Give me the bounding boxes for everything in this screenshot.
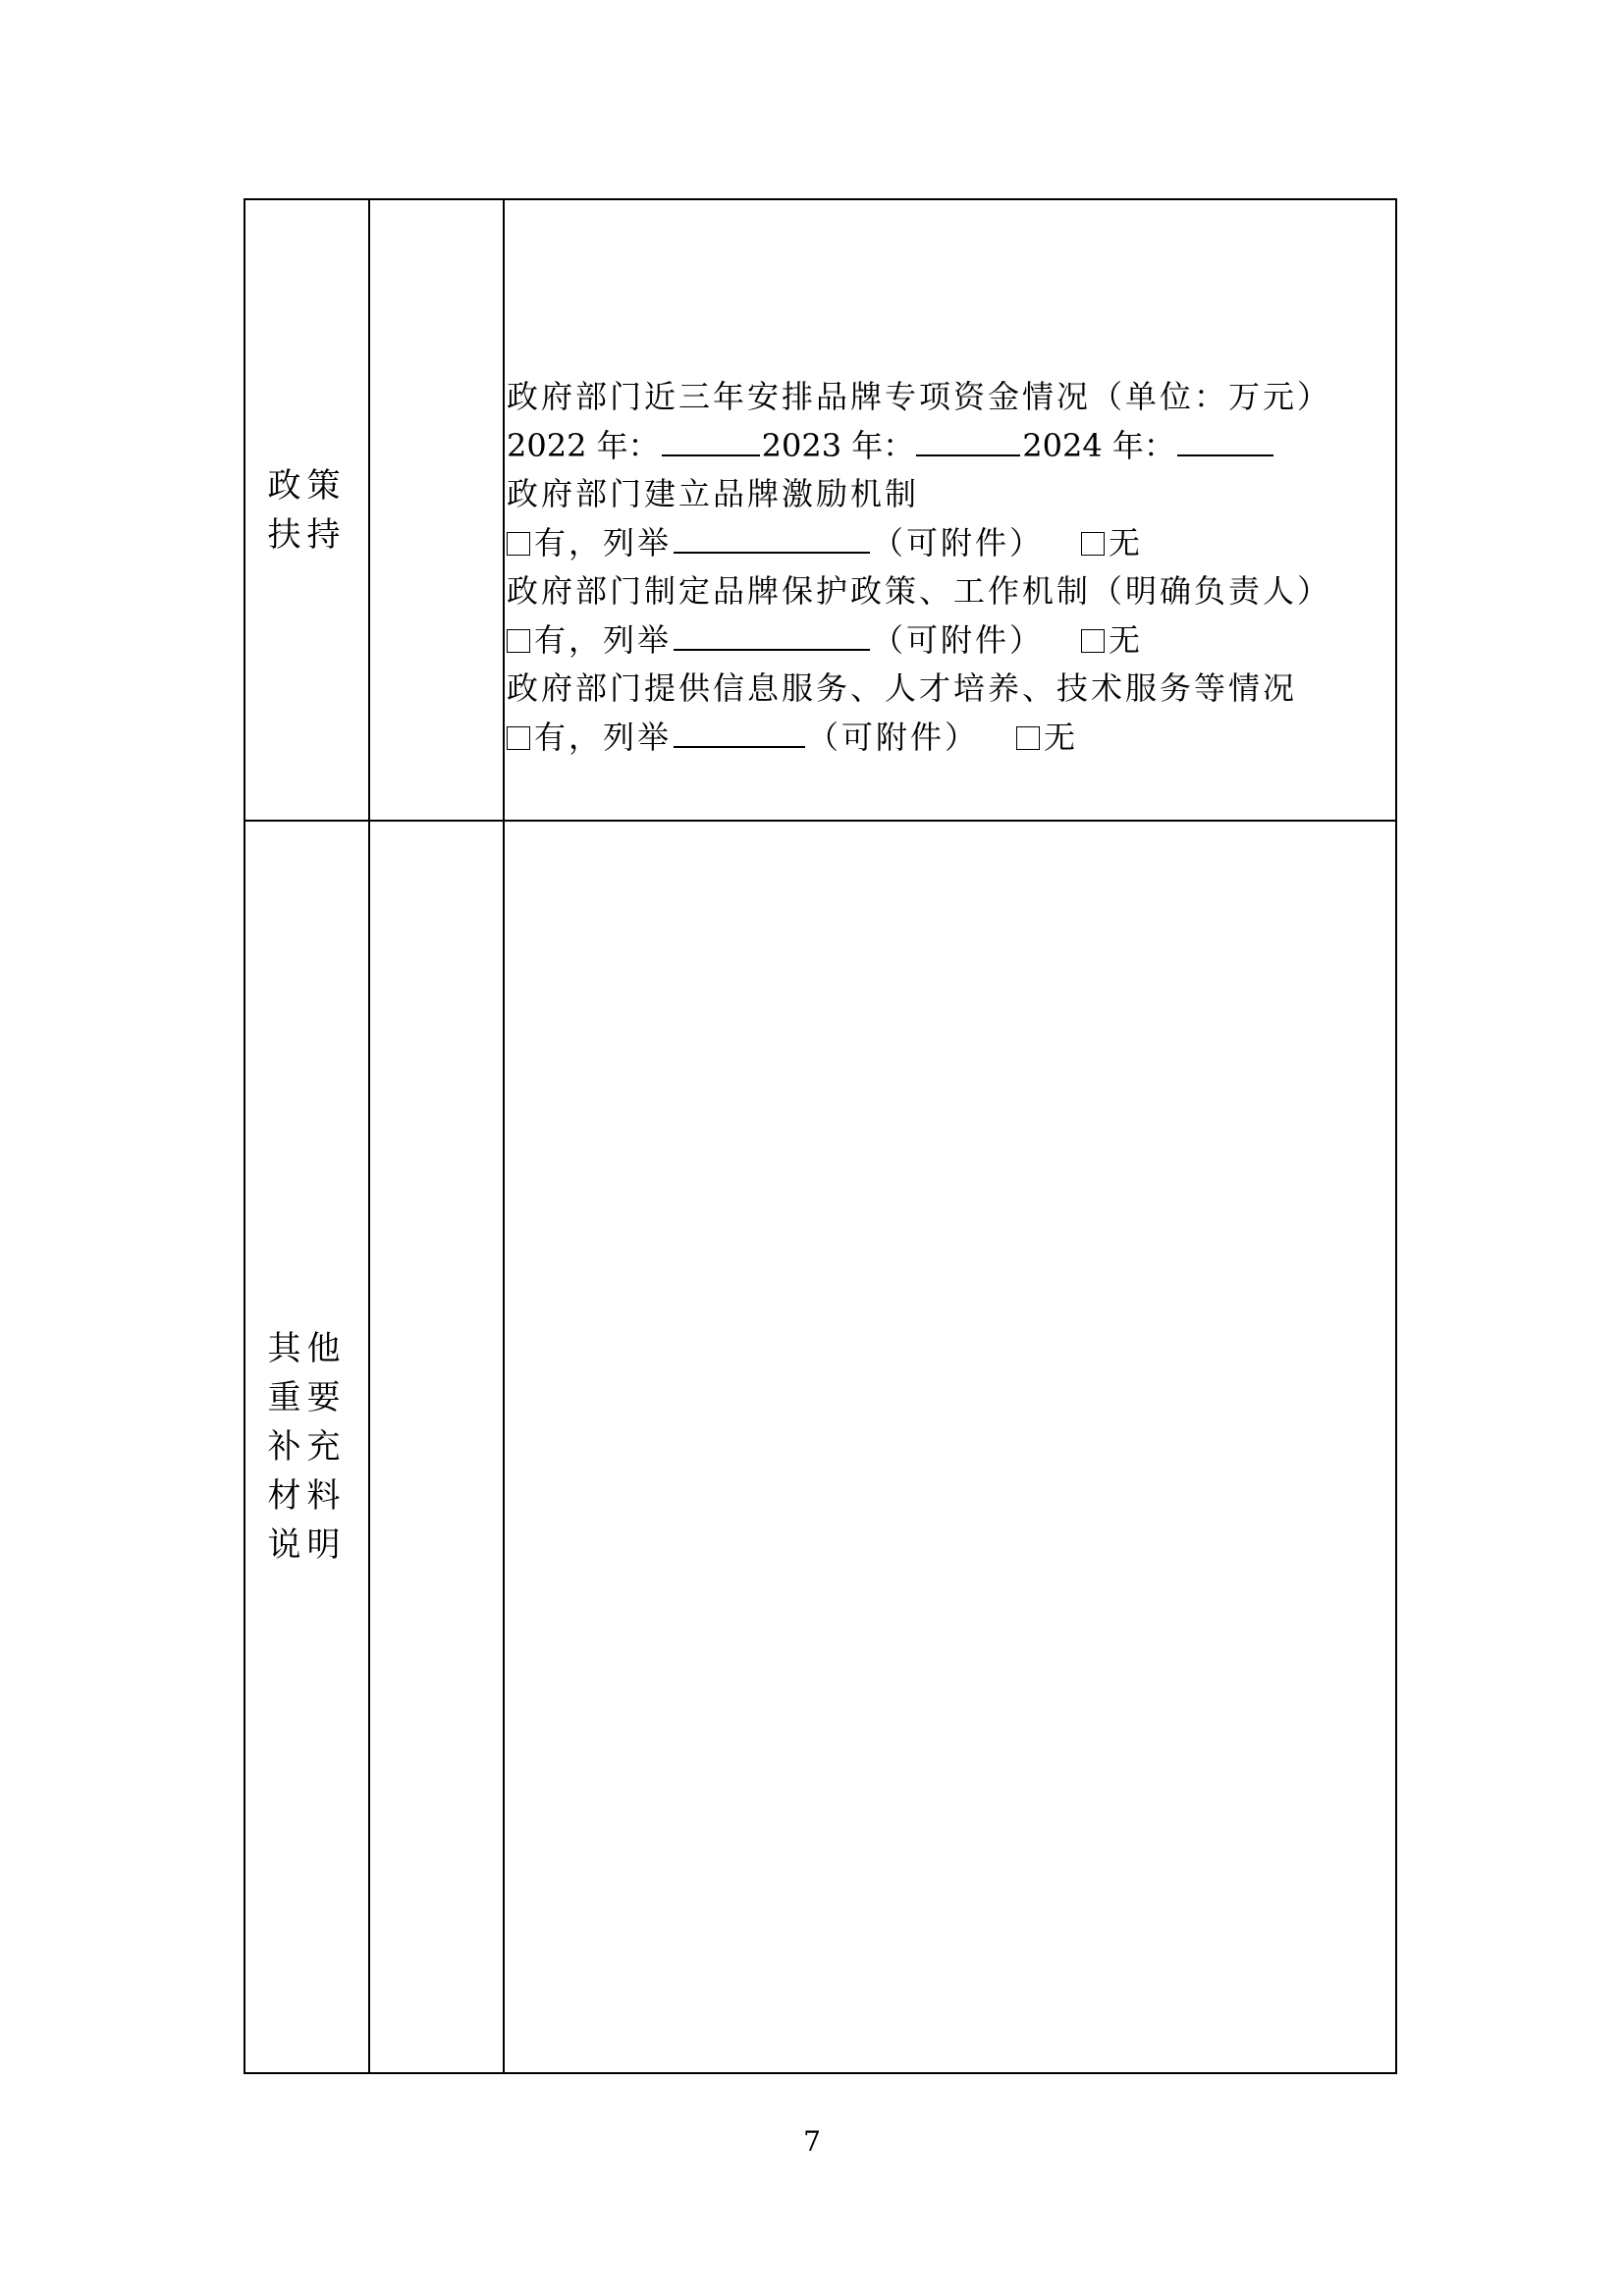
policy-support-label-cell	[244, 199, 369, 821]
option-yes-label: 有，列举	[534, 718, 673, 756]
other-materials-label-cell	[244, 821, 369, 2073]
year-2023-label: 2023 年：	[761, 426, 915, 464]
other-materials-blank-cell	[369, 821, 504, 2073]
protection-options-line	[507, 616, 1395, 666]
option-no-label: 无	[1109, 620, 1144, 659]
year-2024-blank-field[interactable]	[1177, 425, 1273, 456]
other-materials-content-cell[interactable]	[504, 821, 1396, 2073]
policy-support-content-cell	[504, 199, 1396, 821]
option-yes-label: 有，列举	[534, 620, 673, 659]
funding-title: 政府部门近三年安排品牌专项资金情况（单位：万元）	[507, 378, 1332, 415]
option-no-label: 无	[1044, 718, 1079, 756]
year-2024-label: 2024 年：	[1022, 426, 1175, 464]
incentive-no-checkbox[interactable]	[1081, 532, 1105, 556]
funding-years-line	[507, 422, 1395, 471]
row-label-line: 材料	[267, 1476, 347, 1516]
attachment-note: （可附件）	[872, 620, 1045, 659]
year-2022-blank-field[interactable]	[662, 425, 760, 456]
policy-support-row	[244, 199, 1396, 821]
service-yes-checkbox[interactable]	[507, 726, 530, 750]
row-label-line: 政策	[267, 465, 347, 506]
incentive-options-line	[507, 519, 1395, 568]
protection-title: 政府部门制定品牌保护政策、工作机制（明确负责人）	[507, 572, 1332, 610]
attachment-note: （可附件）	[872, 523, 1045, 561]
service-list-blank-field[interactable]	[674, 717, 805, 748]
protection-list-blank-field[interactable]	[674, 619, 870, 651]
protection-no-checkbox[interactable]	[1081, 629, 1105, 653]
option-yes-label: 有，列举	[534, 523, 673, 561]
incentive-list-blank-field[interactable]	[674, 522, 870, 554]
application-form-table	[244, 198, 1397, 2074]
row-label-line: 其他	[267, 1329, 347, 1368]
protection-yes-checkbox[interactable]	[507, 629, 530, 653]
policy-support-blank-cell	[369, 199, 504, 821]
service-no-checkbox[interactable]	[1016, 726, 1040, 750]
row-label-line: 扶持	[267, 514, 347, 555]
row-label-line: 补充	[267, 1427, 347, 1467]
year-2022-label: 2022 年：	[507, 426, 660, 464]
service-options-line	[507, 714, 1395, 763]
service-title: 政府部门提供信息服务、人才培养、技术服务等情况	[507, 669, 1298, 707]
year-2023-blank-field[interactable]	[916, 425, 1020, 456]
other-materials-row	[244, 821, 1396, 2073]
option-no-label: 无	[1109, 523, 1144, 561]
page-number: 7	[803, 2125, 821, 2158]
attachment-note: （可附件）	[807, 718, 980, 756]
incentive-title: 政府部门建立品牌激励机制	[507, 475, 920, 512]
row-label-line: 重要	[267, 1378, 347, 1417]
row-label-line: 说明	[267, 1525, 347, 1565]
incentive-yes-checkbox[interactable]	[507, 532, 530, 556]
